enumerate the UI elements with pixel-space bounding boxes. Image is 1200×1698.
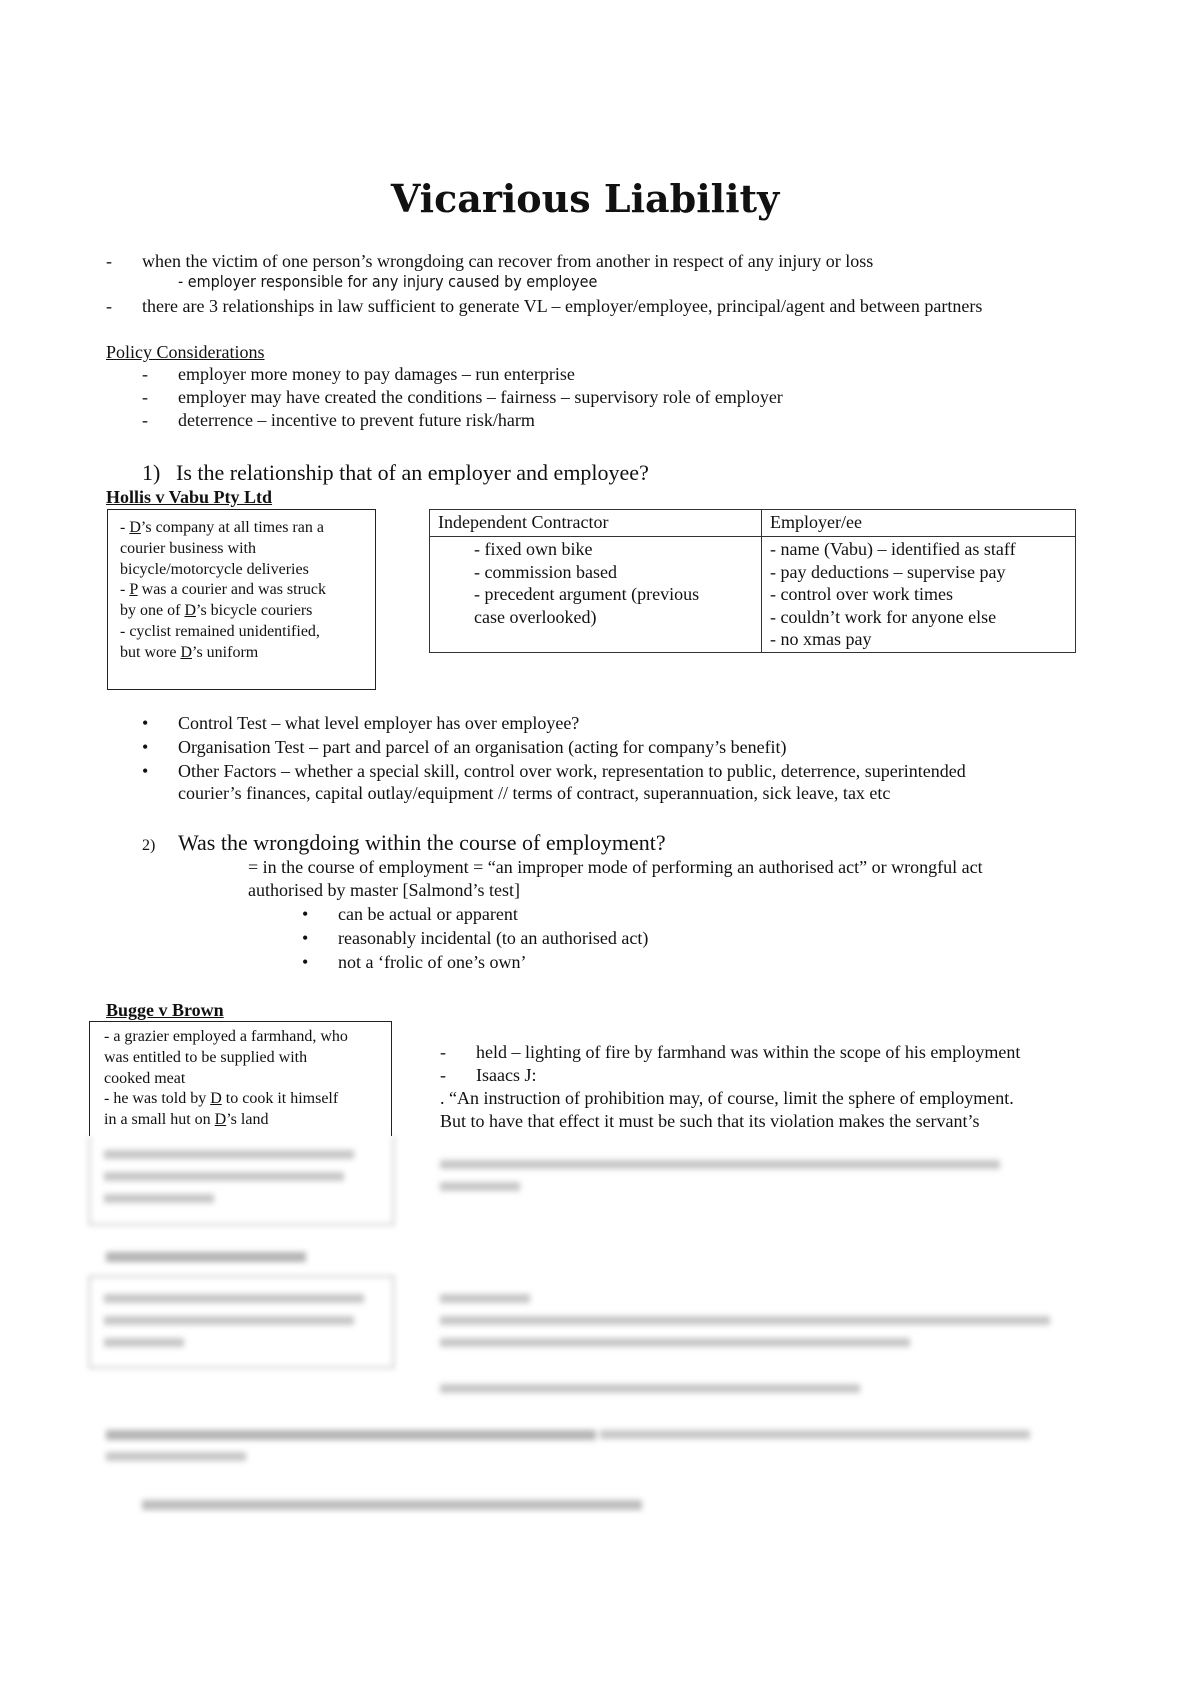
case-name-hollis: Hollis v Vabu Pty Ltd	[106, 487, 273, 507]
held-line: - held – lighting of fire by farmhand was within the scope of his employment	[440, 1042, 1021, 1062]
table-header-contractor: Independent Contractor	[430, 510, 762, 537]
fact-line: courier business with	[120, 539, 256, 557]
question-1-heading: 1) Is the relationship that of an employer and employee?	[142, 460, 649, 485]
policy-item: - employer may have created the conditions – fairness – supervisory role of employer	[142, 387, 783, 407]
test-item: • Organisation Test – part and parcel of an organisation (acting for company’s benefit)	[142, 737, 787, 757]
judge-line: - Isaacs J:	[440, 1065, 537, 1085]
employee-point: - name (Vabu) – identified as staff	[770, 539, 1016, 559]
case-name-bugge: Bugge v Brown	[106, 1000, 224, 1020]
intro-line-1: - when the victim of one person’s wrongdoing can recover from another in respect of any injury or loss	[106, 251, 874, 271]
fact-line: bicycle/motorcycle deliveries	[120, 560, 309, 578]
fact-line: - D’s company at all times ran a	[120, 519, 324, 536]
test-item: • Control Test – what level employer has over employee?	[142, 713, 580, 733]
intro-text-1: when the victim of one person’s wrongdoing can recover from another in respect of any injury or loss	[142, 251, 874, 271]
table-header-employee: Employer/ee	[762, 510, 1076, 537]
hollis-facts-box	[107, 509, 376, 690]
page-title: Vicarious Liability	[390, 176, 780, 221]
employee-point: - no xmas pay	[770, 629, 872, 649]
policy-heading: Policy Considerations	[106, 342, 265, 362]
test-item-continued: courier’s finances, capital outlay/equipment // terms of contract, superannuation, sick leave, tax etc	[178, 783, 891, 803]
policy-item: - deterrence – incentive to prevent future risk/harm	[142, 410, 535, 430]
quote-line: But to have that effect it must be such that its violation makes the servant’s	[440, 1111, 980, 1131]
fact-line: was entitled to be supplied with	[104, 1048, 308, 1066]
course-point: • reasonably incidental (to an authorised act)	[302, 928, 649, 948]
fact-line: - cyclist remained unidentified,	[120, 622, 320, 640]
contractor-point: - precedent argument (previous	[474, 584, 700, 604]
test-item: • Other Factors – whether a special skill, control over work, representation to public, deterrence, superintended	[142, 761, 966, 781]
fact-line: - he was told by D to cook it himself	[104, 1090, 339, 1108]
definition-line-2: authorised by master [Salmond’s test]	[248, 880, 520, 900]
employee-point: - couldn’t work for anyone else	[770, 606, 997, 627]
contractor-vs-employee-table	[429, 509, 1076, 653]
intro-subline: - employer responsible for any injury caused by employee	[178, 272, 598, 291]
contractor-point: - fixed own bike	[474, 539, 593, 559]
quote-line: . “An instruction of prohibition may, of course, limit the sphere of employment.	[440, 1088, 1014, 1108]
question-2-heading: 2) Was the wrongdoing within the course of employment?	[142, 830, 666, 855]
intro-text-2: there are 3 relationships in law sufficient to generate VL – employer/employee, principal/agent and between partners	[142, 296, 983, 316]
fact-line: - a grazier employed a farmhand, who	[104, 1028, 348, 1045]
course-point: • can be actual or apparent	[302, 904, 518, 924]
blurred-preview-region	[0, 1136, 1200, 1566]
policy-item: - employer more money to pay damages – run enterprise	[142, 364, 575, 384]
fact-line: but wore D’s uniform	[120, 643, 259, 661]
fact-line: in a small hut on D’s land	[104, 1111, 269, 1129]
contractor-point: case overlooked)	[474, 606, 597, 627]
fact-line: cooked meat	[104, 1069, 186, 1087]
definition-line-1: = in the course of employment = “an improper mode of performing an authorised act” or wrongful act	[248, 857, 983, 877]
fact-line: by one of D’s bicycle couriers	[120, 602, 313, 620]
fact-line: - P was a courier and was struck	[120, 581, 327, 599]
employee-point: - control over work times	[770, 584, 953, 604]
intro-line-2: - there are 3 relationships in law sufficient to generate VL – employer/employee, principal/agent and between partners	[106, 296, 983, 316]
contractor-point: - commission based	[474, 561, 617, 582]
bugge-facts-box	[89, 1021, 392, 1136]
course-point: • not a ‘frolic of one’s own’	[302, 952, 527, 972]
employee-point: - pay deductions – supervise pay	[770, 561, 1006, 582]
